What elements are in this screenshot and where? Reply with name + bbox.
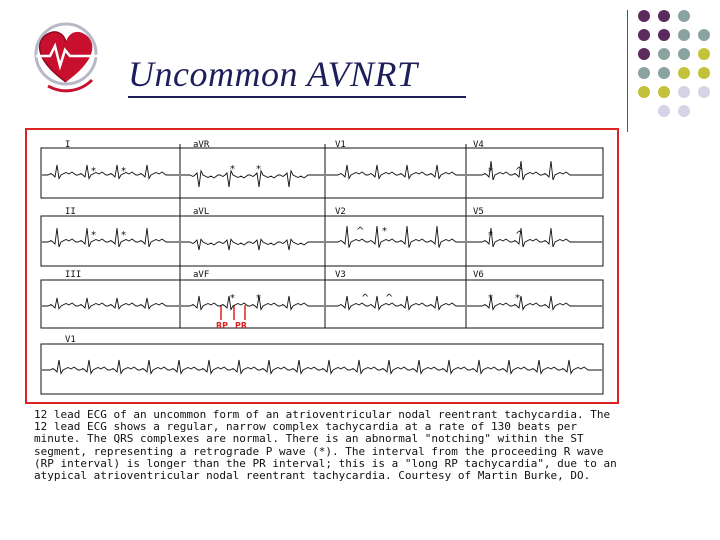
ecg-waveform [42, 360, 602, 374]
retrograde-p-marker: ^ [515, 166, 524, 177]
ecg-figure [25, 128, 619, 404]
ecg-tracing [27, 130, 617, 402]
lead-label: I [65, 140, 71, 150]
lead-label: aVL [193, 207, 210, 217]
retrograde-p-marker: * [256, 293, 261, 304]
retrograde-p-marker: * [91, 166, 96, 177]
slide-title: Uncommon AVNRT [128, 54, 418, 94]
ecg-waveform [181, 239, 324, 250]
divider-line [627, 10, 628, 132]
retrograde-p-marker: * [488, 230, 493, 241]
lead-label: aVF [193, 270, 210, 280]
ecg-waveform [42, 228, 179, 247]
lead-label: V1 [335, 140, 346, 150]
retrograde-p-marker: ^ [515, 230, 524, 241]
lead-label: V3 [335, 270, 346, 280]
retrograde-p-marker: * [121, 166, 126, 177]
retrograde-p-marker: ^ [356, 226, 365, 237]
figure-caption: 12 lead ECG of an uncommon form of an atrioventricular nodal reentrant tachycardia. The 12 lead ECG shows a regular, narrow complex tachycardia at a rate of 130 beats per minute. The QRS complexes are normal. There is an abnormal "notching" within the ST segment, representing a retrograde P wave (*). The interval from the proceeding R wave (RP interval) is longer than the PR interval; this is a "long RP tachycardia", due to an atypical atrioventricular nodal reentrant tachycardia. Courtesy of Martin Burke, DO. [34, 408, 617, 483]
lead-label: V2 [335, 207, 346, 217]
dot-grid-icon [638, 10, 714, 120]
heart-logo-icon [28, 20, 108, 96]
retrograde-p-marker: * [121, 230, 126, 241]
retrograde-p-marker: * [256, 164, 261, 175]
ecg-waveform [326, 226, 465, 248]
lead-label: V5 [473, 207, 484, 217]
ecg-waveform [326, 165, 465, 179]
retrograde-p-marker: * [488, 166, 493, 177]
retrograde-p-marker: * [91, 230, 96, 241]
lead-label: III [65, 270, 82, 280]
retrograde-p-marker: ^ [361, 293, 370, 304]
retrograde-p-marker: * [382, 226, 387, 237]
lead-label: V1 [65, 335, 76, 345]
rp-interval-label: RP [216, 321, 229, 330]
ecg-waveform [42, 298, 179, 309]
ecg-waveform [326, 296, 465, 310]
retrograde-p-marker: * [230, 164, 235, 175]
lead-label: V4 [473, 140, 484, 150]
ecg-waveform [181, 296, 324, 310]
ecg-waveform [181, 171, 324, 187]
retrograde-p-marker: * [515, 293, 520, 304]
pr-interval-label: PR [235, 321, 248, 330]
lead-label: aVR [193, 140, 210, 150]
lead-label: II [65, 207, 76, 217]
retrograde-p-marker: * [488, 293, 493, 304]
lead-label: V6 [473, 270, 484, 280]
retrograde-p-marker: * [230, 293, 235, 304]
ecg-waveform [42, 165, 179, 179]
title-underline [128, 96, 466, 98]
retrograde-p-marker: ^ [385, 293, 394, 304]
